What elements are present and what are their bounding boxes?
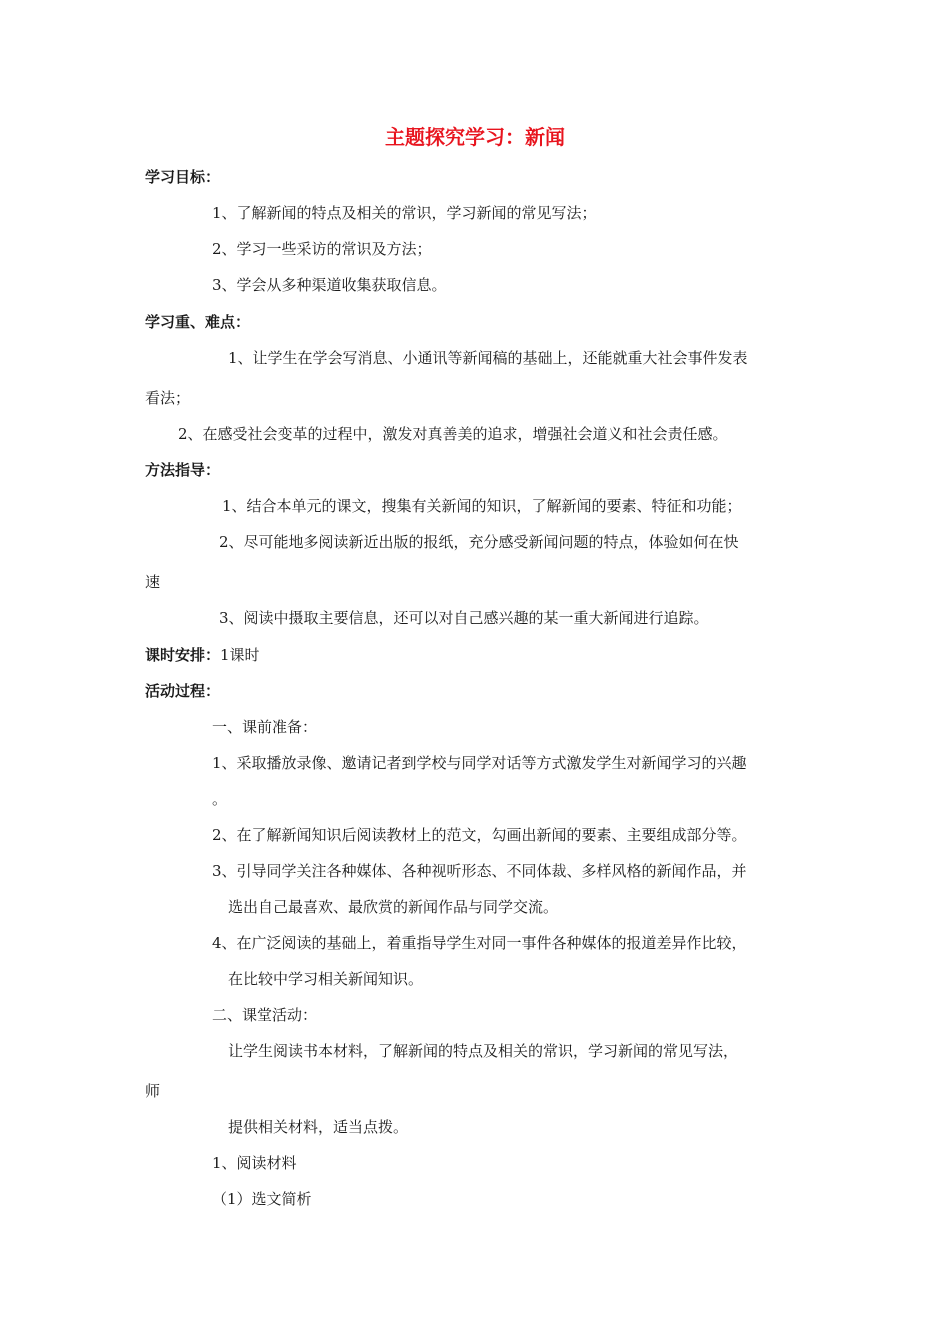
process-heading: 活动过程： xyxy=(145,682,221,700)
method-item-2-cont: 速 xyxy=(145,573,161,591)
objective-item-3: 3、学会从多种渠道收集获取信息。 xyxy=(212,276,447,294)
section2-line-2: 师 xyxy=(145,1082,161,1100)
section2-line-4: 1、阅读材料 xyxy=(212,1154,297,1172)
objective-item-2: 2、学习一些采访的常识及方法； xyxy=(212,240,432,258)
objectives-heading: 学习目标： xyxy=(145,168,221,186)
schedule-value: 1课时 xyxy=(220,646,260,664)
section1-line-5: 选出自己最喜欢、最欣赏的新闻作品与同学交流。 xyxy=(228,898,559,916)
section1-line-7: 在比较中学习相关新闻知识。 xyxy=(228,970,424,988)
section2-heading: 二、课堂活动： xyxy=(212,1006,318,1024)
schedule-line xyxy=(145,645,260,665)
section2-line-5: （1）选文简析 xyxy=(212,1190,312,1208)
key-point-item-1-cont: 看法； xyxy=(145,389,191,407)
section2-line-1: 让学生阅读书本材料，了解新闻的特点及相关的常识，学习新闻的常见写法， xyxy=(228,1042,739,1060)
key-point-item-2: 2、在感受社会变革的过程中，激发对真善美的追求，增强社会道义和社会责任感。 xyxy=(178,425,728,443)
method-item-1: 1、结合本单元的课文，搜集有关新闻的知识，了解新闻的要素、特征和功能； xyxy=(222,497,742,515)
method-item-3: 3、阅读中摄取主要信息，还可以对自己感兴趣的某一重大新闻进行追踪。 xyxy=(219,609,709,627)
section2-line-3: 提供相关材料，适当点拨。 xyxy=(228,1118,409,1136)
schedule-heading: 课时安排： xyxy=(145,646,221,664)
section1-line-2: 。 xyxy=(212,790,228,808)
section1-line-1: 1、采取播放录像、邀请记者到学校与同学对话等方式激发学生对新闻学习的兴趣 xyxy=(212,754,747,772)
key-points-heading: 学习重、难点： xyxy=(145,313,251,331)
section1-line-3: 2、在了解新闻知识后阅读教材上的范文，勾画出新闻的要素、主要组成部分等。 xyxy=(212,826,747,844)
section1-heading: 一、课前准备： xyxy=(212,718,318,736)
method-item-2: 2、尽可能地多阅读新近出版的报纸，充分感受新闻问题的特点，体验如何在快 xyxy=(219,533,739,551)
method-heading: 方法指导： xyxy=(145,461,221,479)
objective-item-1: 1、了解新闻的特点及相关的常识，学习新闻的常见写法； xyxy=(212,204,597,222)
section1-line-4: 3、引导同学关注各种媒体、各种视听形态、不同体裁、多样风格的新闻作品，并 xyxy=(212,862,747,880)
key-point-item-1: 1、让学生在学会写消息、小通讯等新闻稿的基础上，还能就重大社会事件发表 xyxy=(228,349,748,367)
section1-line-6: 4、在广泛阅读的基础上，着重指导学生对同一事件各种媒体的报道差异作比较， xyxy=(212,934,747,952)
page-title: 主题探究学习：新闻 xyxy=(385,125,565,149)
